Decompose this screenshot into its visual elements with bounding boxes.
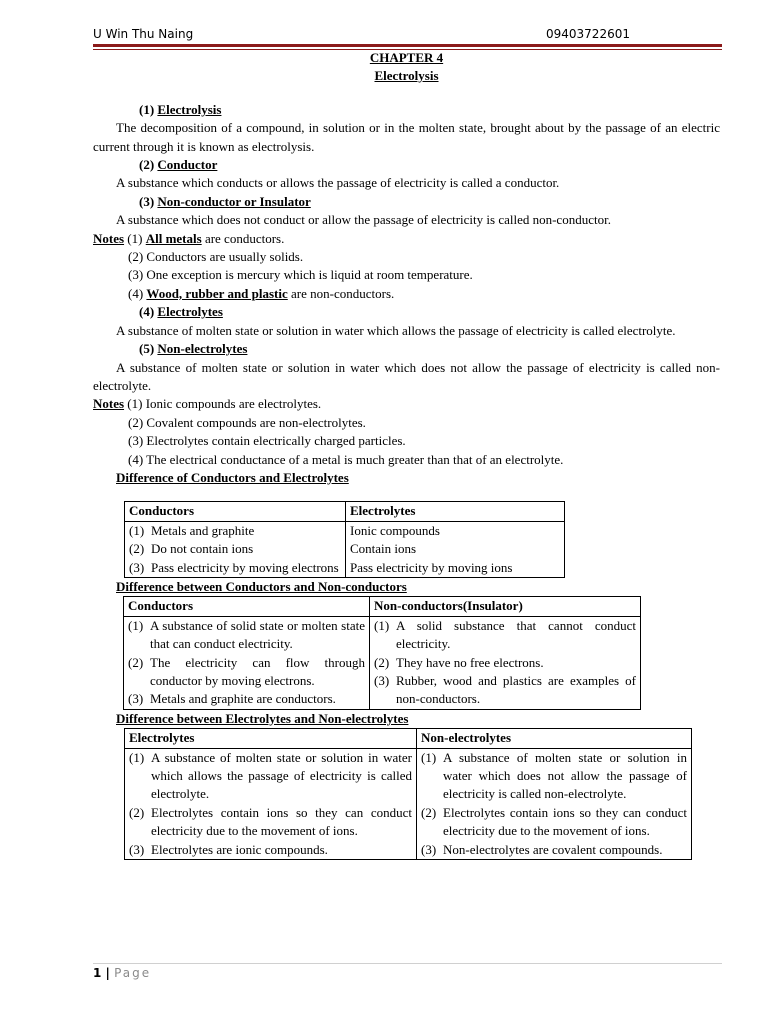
item-text: Metals and graphite are conductors. [150, 691, 336, 707]
table-electrolytes-non-electrolytes [124, 728, 692, 860]
item-text: The electricity can flow through conductor by moving electrons. [150, 654, 365, 688]
item-number: (2) [421, 804, 437, 820]
item-text: Non-electrolytes are covalent compounds. [443, 841, 663, 857]
table-cell [124, 616, 370, 709]
note-emphasis: All metals [145, 230, 202, 246]
note-emphasis: Wood, rubber and plastic [146, 285, 288, 301]
item-number: (3) [421, 841, 437, 857]
note-text: (1) Ionic compounds are electrolytes. [124, 396, 322, 412]
list-item [129, 540, 341, 558]
header-rule-thick [93, 44, 722, 47]
item-text: Electrolytes contain ions so they can conduct electricity due to the movement of ions. [151, 804, 412, 839]
definition-electrolytes: A substance of molten state or solution in water which allows the passage of electricity is called electrolyte. [116, 322, 676, 338]
section-heading-electrolytes [93, 303, 720, 321]
list-item [129, 841, 412, 859]
phone-number: 09403722601 [546, 27, 630, 41]
table-conductors-nonconductors [123, 596, 641, 709]
table-header-row [125, 502, 565, 521]
list-item [129, 559, 341, 577]
notes-item [93, 285, 720, 303]
notes-item: (2) Conductors are usually solids. [128, 249, 304, 265]
table-cell [125, 521, 346, 577]
page-number: 1 [93, 966, 102, 980]
item-number: (3) [129, 841, 145, 857]
item-number: (3) [129, 559, 145, 575]
notes-label: Notes [93, 396, 125, 412]
list-item [374, 617, 636, 654]
note-number: (1) [124, 230, 146, 246]
notes-item [93, 395, 720, 413]
list-item [129, 522, 341, 540]
chapter-title: Electrolysis [374, 68, 439, 84]
definition-non-electrolytes: A substance of molten state or solution in water which does not allow the passage of electricity is called non-electrolyte. [93, 359, 720, 393]
column-header: Non-electrolytes [417, 729, 692, 748]
item-number: (1) [129, 749, 145, 765]
list-item: Ionic compounds [350, 522, 440, 538]
table-cell [125, 748, 417, 859]
item-number: (1) [374, 617, 390, 633]
definition-electrolysis: The decomposition of a compound, in solution or in the molten state, brought about by the passage of an electric current through it is known as electrolysis. [93, 120, 720, 154]
page-footer [93, 965, 151, 981]
list-item [129, 804, 412, 841]
table-heading-conductors-electrolytes: Difference of Conductors and Electrolytes [116, 469, 349, 485]
item-text: They have no free electrons. [396, 654, 544, 670]
chapter-label: CHAPTER 4 [369, 50, 444, 65]
list-item: Contain ions [350, 541, 417, 557]
section-number: (4) [139, 304, 158, 320]
section-title: Electrolytes [157, 304, 223, 320]
item-text: A solid substance that cannot conduct electricity. [396, 617, 636, 652]
definition-nonconductor: A substance which does not conduct or allow the passage of electricity is called non-conductor. [116, 212, 611, 228]
item-number: (2) [129, 804, 145, 820]
section-number: (5) [139, 341, 158, 357]
section-number: (2) [139, 157, 158, 173]
section-heading-non-electrolytes [93, 340, 720, 358]
item-text: A substance of solid state or molten state that can conduct electricity. [150, 617, 365, 652]
section-heading-electrolysis [93, 101, 720, 119]
section-number: (1) [139, 101, 158, 117]
note-text: are conductors. [201, 230, 285, 246]
list-item [374, 672, 636, 709]
item-number: (2) [129, 541, 145, 557]
column-header: Electrolytes [125, 729, 417, 748]
list-item [374, 654, 636, 672]
table-cell [370, 616, 641, 709]
item-number: (1) [129, 522, 145, 538]
footer-separator: | [101, 966, 115, 980]
table-conductors-electrolytes [124, 501, 565, 578]
document-body [93, 49, 720, 860]
item-number: (2) [374, 654, 390, 670]
item-text: Electrolytes are ionic compounds. [151, 841, 328, 857]
list-item [421, 804, 687, 841]
list-item [128, 654, 365, 691]
section-title: Electrolysis [157, 101, 222, 117]
table-row [125, 521, 565, 577]
section-title: Conductor [157, 157, 218, 173]
table-row [125, 748, 692, 859]
item-number: (3) [374, 673, 390, 688]
section-title: Non-electrolytes [157, 341, 248, 357]
list-item: Pass electricity by moving ions [350, 559, 513, 575]
notes-label: Notes [93, 230, 125, 246]
list-item [129, 749, 412, 804]
table-heading-conductors-nonconductors: Difference between Conductors and Non-conductors [116, 578, 407, 594]
notes-item: (4) The electrical conductance of a metal is much greater than that of an electrolyte. [128, 451, 564, 467]
section-number: (3) [139, 193, 158, 209]
note-number: (4) [128, 285, 147, 301]
column-header: Electrolytes [346, 502, 565, 521]
item-number: (3) [128, 691, 144, 707]
section-heading-conductor [93, 156, 720, 174]
notes-item: (3) One exception is mercury which is liquid at room temperature. [128, 267, 473, 283]
page-label: Page [114, 966, 152, 980]
note-text: are non-conductors. [287, 285, 395, 301]
item-number: (1) [421, 749, 437, 765]
item-text: Do not contain ions [151, 541, 254, 557]
item-number: (2) [128, 654, 144, 670]
table-cell [417, 748, 692, 859]
list-item [421, 749, 687, 804]
item-text: A substance of molten state or solution in water which allows the passage of electricity is called electrolyte. [151, 749, 412, 802]
table-header-row [124, 597, 641, 616]
notes-item: (2) Covalent compounds are non-electrolytes. [128, 414, 366, 430]
author-name: U Win Thu Naing [93, 27, 194, 41]
notes-item: (3) Electrolytes contain electrically charged particles. [128, 433, 406, 449]
table-cell [346, 521, 565, 577]
list-item [421, 841, 687, 859]
item-text: Pass electricity by moving electrons [151, 559, 339, 575]
footer-rule [93, 963, 722, 964]
item-text: A substance of molten state or solution in water which does not allow the passage of electricity is called non-electrolyte. [443, 749, 687, 802]
notes-item [93, 230, 720, 248]
column-header: Conductors [125, 502, 346, 521]
column-header: Conductors [124, 597, 370, 616]
table-row [124, 616, 641, 709]
item-text: Electrolytes contain ions so they can conduct electricity due to the movement of ions. [443, 804, 687, 839]
table-heading-electrolytes-non-electrolytes: Difference between Electrolytes and Non-electrolytes [116, 710, 409, 726]
list-item [128, 690, 365, 708]
section-heading-nonconductor [93, 193, 720, 211]
table-header-row [125, 729, 692, 748]
list-item [128, 617, 365, 654]
item-number: (1) [128, 617, 144, 633]
section-title: Non-conductor or Insulator [157, 193, 311, 209]
definition-conductor: A substance which conducts or allows the passage of electricity is called a conductor. [116, 175, 560, 191]
column-header: Non-conductors(Insulator) [370, 597, 641, 616]
item-text: Rubber, wood and plastics are examples of non-conductors. [396, 673, 636, 707]
item-text: Metals and graphite [151, 522, 255, 538]
